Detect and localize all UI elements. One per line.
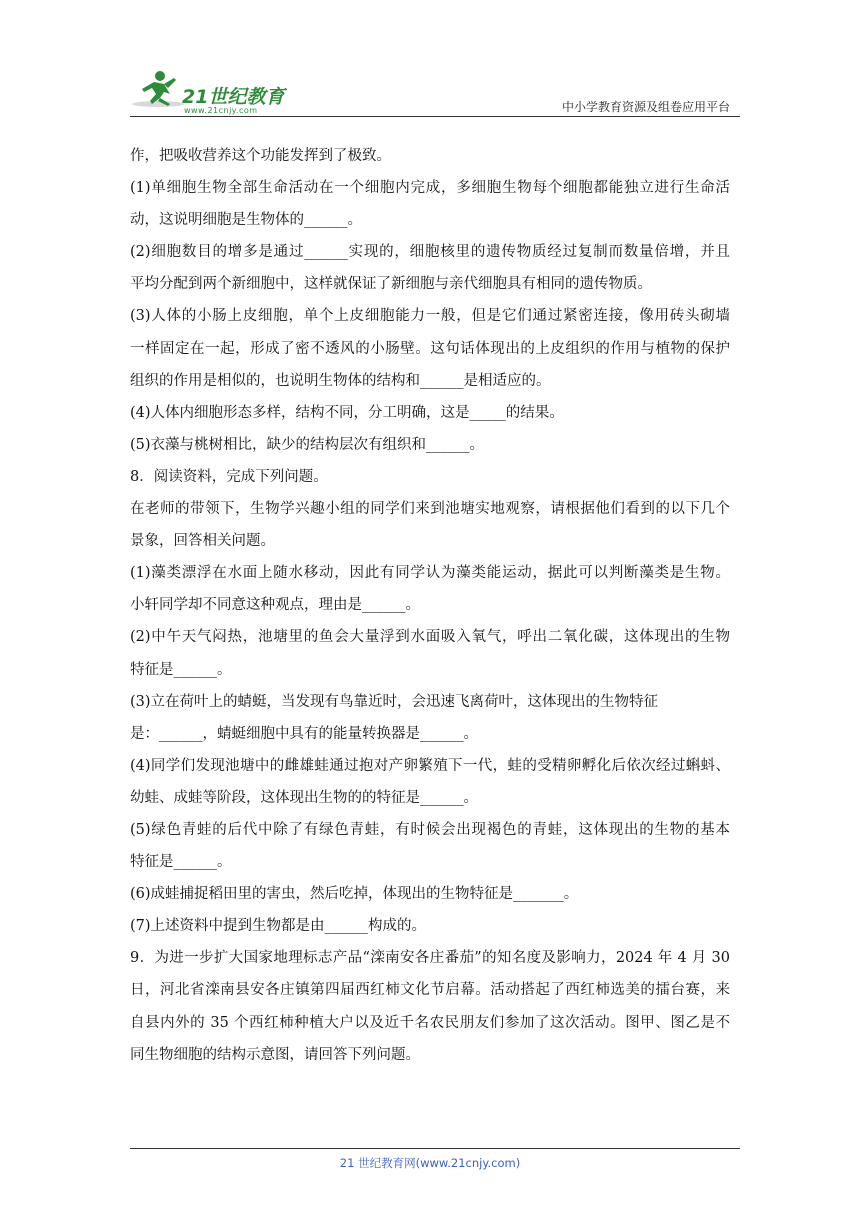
text-line: (2)中午天气闷热，池塘里的鱼会大量浮到水面吸入氧气，呼出二氧化碳，这体现出的生物 — [130, 629, 730, 646]
text-line: (5)绿色青蛙的后代中除了有绿色青蛙，有时候会出现褐色的青蛙，这体现出的生物的基本 — [130, 821, 730, 838]
text-line: 是：______，蜻蜓细胞中具有的能量转换器是______。 — [130, 725, 478, 742]
text-line: (4)同学们发现池塘中的雌雄蛙通过抱对产卵繁殖下一代，蛙的受精卵孵化后依次经过蝌蚪、 — [130, 757, 730, 774]
text-line: 景象，回答相关问题。 — [130, 533, 275, 550]
logo-url: www.21cnjy.com — [184, 106, 258, 115]
header-divider — [130, 116, 740, 117]
text-line: 日，河北省滦南县安各庄镇第四届西红柿文化节启幕。活动搭起了西红柿选美的擂台赛，来 — [130, 982, 730, 999]
text-line: 同生物细胞的结构示意图，请回答下列问题。 — [130, 1046, 420, 1063]
document-body — [130, 140, 730, 1071]
text-line: 特征是______。 — [130, 661, 232, 678]
text-line: 作，把吸收营养这个功能发挥到了极致。 — [130, 148, 391, 164]
footer-link[interactable]: 21 世纪教育网(www.21cnjy.com) — [339, 1156, 521, 1170]
text-line: (7)上述资料中提到生物都是由______构成的。 — [130, 918, 427, 935]
site-logo — [130, 68, 300, 115]
page-header — [130, 62, 740, 118]
text-line: (4)人体内细胞形态多样，结构不同，分工明确，这是_____的结果。 — [130, 404, 564, 421]
text-line: (1)藻类漂浮在水面上随水移动，因此有同学认为藻类能运动，据此可以判断藻类是生物。 — [130, 565, 730, 582]
logo-text: 21世纪教育 — [182, 86, 285, 108]
text-line: 组织的作用是相似的，也说明生物体的结构和______是相适应的。 — [130, 372, 551, 389]
text-line: (3)人体的小肠上皮细胞，单个上皮细胞能力一般，但是它们通过紧密连接，像用砖头砌墙 — [130, 308, 730, 325]
text-line: (5)衣藻与桃树相比，缺少的结构层次有组织和______。 — [130, 436, 485, 453]
text-line: 动，这说明细胞是生物体的______。 — [130, 212, 362, 229]
text-line: (6)成蛙捕捉稻田里的害虫，然后吃掉，体现出的生物特征是_______。 — [130, 886, 579, 903]
text-line: (1)单细胞生物全部生命活动在一个细胞内完成，多细胞生物每个细胞都能独立进行生命活 — [130, 180, 730, 197]
question-heading: 9．为进一步扩大国家地理标志产品“滦南安各庄番茄”的知名度及影响力，2024 年 4 月 30 — [130, 950, 730, 967]
text-line: 平均分配到两个新细胞中，这样就保证了新细胞与亲代细胞具有相同的遗传物质。 — [130, 276, 652, 293]
footer-divider — [130, 1148, 740, 1149]
text-line: 特征是______。 — [130, 854, 232, 871]
question-heading: 8．阅读资料，完成下列问题。 — [130, 468, 328, 485]
text-line: 小轩同学却不同意这种观点，理由是______。 — [130, 597, 420, 614]
platform-name: 中小学教育资源及组卷应用平台 — [561, 100, 730, 114]
text-line: 在老师的带领下，生物学兴趣小组的同学们来到池塘实地观察，请根据他们看到的以下几个 — [130, 501, 730, 518]
text-line: (3)立在荷叶上的蜻蜓，当发现有鸟靠近时，会迅速飞离荷叶，这体现出的生物特征 — [130, 693, 659, 710]
text-line: 幼蛙、成蛙等阶段，这体现出生物的的特征是______。 — [130, 789, 478, 806]
text-line: 自县内外的 35 个西红柿种植大户以及近千名农民朋友们参加了这次活动。图甲、图乙是不 — [130, 1014, 730, 1031]
text-line: (2)细胞数目的增多是通过______实现的，细胞核里的遗传物质经过复制而数量倍增，并且 — [130, 244, 730, 261]
text-line: 一样固定在一起，形成了密不透风的小肠壁。这句话体现出的上皮组织的作用与植物的保护 — [130, 340, 730, 357]
